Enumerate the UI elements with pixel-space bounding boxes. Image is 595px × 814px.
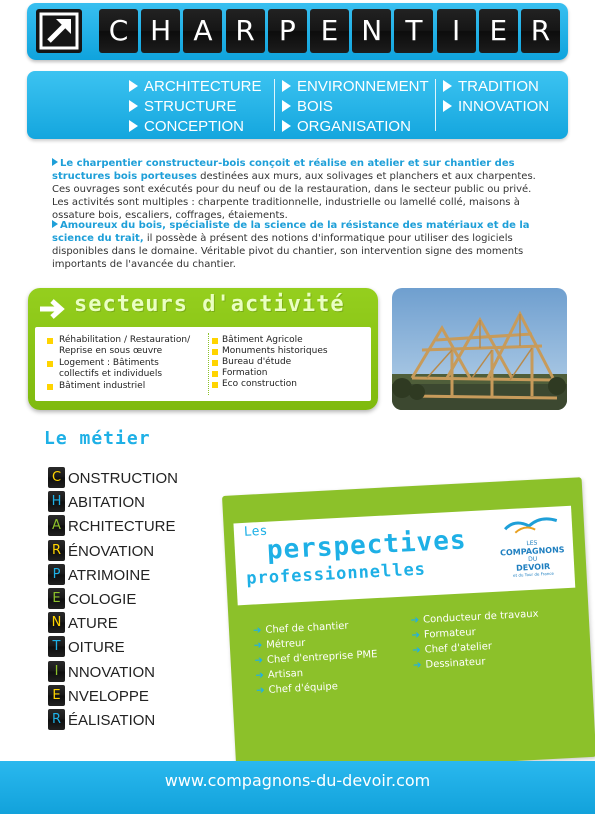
acrostic-word: ATRIMOINE — [68, 566, 151, 584]
intro-paragraph-1 — [52, 157, 542, 222]
perspectives-les: Les — [243, 523, 268, 540]
logo-les: LES — [526, 539, 538, 548]
nav-item-innovation[interactable]: INNOVATION — [441, 97, 549, 117]
nav-item-organisation[interactable]: ORGANISATION — [280, 117, 429, 137]
nav-divider — [274, 79, 275, 131]
perspective-item: ➔ Chef de chantier — [252, 620, 349, 637]
secteur-item: Eco construction — [222, 379, 297, 389]
title-letter-tile: H — [141, 9, 180, 53]
title-letter-tile: A — [183, 9, 222, 53]
acrostic-word: ATURE — [68, 615, 118, 633]
perspective-item: ➔ Chef d'atelier — [412, 641, 493, 657]
acrostic-word: ÉNOVATION — [68, 542, 155, 560]
arrow-right-icon: ➔ — [254, 655, 264, 667]
arrow-right-icon: ➔ — [255, 670, 265, 682]
secteurs-list — [35, 327, 371, 401]
perspective-item: ➔ Dessinateur — [412, 656, 486, 672]
title-letter-tile: R — [226, 9, 265, 53]
acrostic-letter: R — [48, 540, 65, 561]
arrow-right-icon: ➔ — [253, 640, 263, 652]
acrostic-letter: C — [48, 467, 65, 488]
title-letter-tile: N — [352, 9, 391, 53]
title-letter-tile: E — [310, 9, 349, 53]
logo-name-2: DEVOIR — [515, 561, 551, 573]
perspectives-card — [222, 477, 595, 775]
bullet-square-icon — [47, 384, 53, 390]
title-letter-tile: C — [99, 9, 138, 53]
bullet-square-icon — [212, 349, 218, 355]
arrow-right-icon: ➔ — [252, 625, 262, 637]
secteur-item: Réhabilitation / Restauration/ Reprise en sous œuvre — [59, 335, 191, 356]
perspective-item: ➔ Chef d'entreprise PME — [254, 649, 378, 667]
logo-du: DU — [528, 555, 538, 564]
nav-item-environnement[interactable]: ENVIRONNEMENT — [280, 77, 429, 97]
arrow-up-right-icon — [36, 9, 82, 53]
acrostic-word: NNOVATION — [68, 663, 155, 681]
title-letter-tile: E — [479, 9, 518, 53]
acrostic-letter: E — [48, 685, 65, 706]
triangle-icon — [129, 120, 138, 132]
perspectives-subtitle: professionnelles — [245, 559, 427, 589]
secteur-item: Formation — [222, 368, 268, 378]
title-letter-tile: I — [437, 9, 476, 53]
logo-tagline: et du Tour de France — [512, 570, 555, 578]
nav-item-structure[interactable]: STRUCTURE — [127, 97, 262, 117]
nav-item-bois[interactable]: BOIS — [280, 97, 429, 117]
compagnons-logo — [495, 512, 569, 586]
acrostic-letter: A — [48, 515, 65, 536]
bullet-square-icon — [47, 361, 53, 367]
acrostic-letter: N — [48, 612, 65, 633]
perspective-item: ➔ Artisan — [255, 668, 304, 682]
nav-item-conception[interactable]: CONCEPTION — [127, 117, 262, 137]
timber-frame-photo — [392, 288, 567, 410]
arrow-right-icon: ➔ — [410, 614, 420, 627]
title-letter-tile: P — [268, 9, 307, 53]
acrostic-word: ABITATION — [68, 494, 145, 512]
acrostic-word: NVELOPPE — [68, 687, 149, 705]
bullet-square-icon — [212, 371, 218, 377]
bullet-icon — [52, 158, 58, 166]
nav-column-1 — [127, 77, 262, 137]
bullet-icon — [52, 220, 58, 228]
secteurs-divider — [208, 333, 209, 395]
secteur-item: Monuments historiques — [222, 346, 328, 356]
acrostic-word: RCHITECTURE — [68, 518, 176, 536]
bullet-square-icon — [212, 382, 218, 388]
intro-text-2: il possède à présent des notions d'informatique pour utiliser des logiciels disponibles dans le domaine. Véritable pivot du chantier, son intervention signe des moments importants de l'avancée du chantier. — [52, 233, 524, 270]
nav-panel — [27, 71, 568, 139]
acrostic-letter: P — [48, 564, 65, 585]
triangle-icon — [282, 100, 291, 112]
secteur-item: Bureau d'étude — [222, 357, 292, 367]
birds-icon — [500, 512, 561, 537]
arrow-right-icon: ➔ — [411, 629, 421, 642]
bullet-square-icon — [47, 338, 53, 344]
nav-divider — [435, 79, 436, 131]
intro-paragraph-2 — [52, 219, 542, 271]
nav-item-architecture[interactable]: ARCHITECTURE — [127, 77, 262, 97]
bullet-square-icon — [212, 360, 218, 366]
bullet-square-icon — [212, 338, 218, 344]
perspective-item: ➔ Métreur — [253, 637, 306, 652]
title-letter-tile: T — [394, 9, 433, 53]
intro-lead-2: Amoureux du bois, spécialiste de la science de la résistance des matériaux et de la science du trait, — [52, 220, 530, 244]
triangle-icon — [282, 120, 291, 132]
secteur-item: Bâtiment industriel — [59, 381, 146, 391]
triangle-icon — [129, 80, 138, 92]
triangle-icon — [282, 80, 291, 92]
arrow-right-icon — [38, 298, 68, 324]
secteur-item: Bâtiment Agricole — [222, 335, 303, 345]
footer-link[interactable]: www.compagnons-du-devoir.com — [164, 771, 431, 790]
perspectives-title: perspectives — [266, 525, 468, 566]
acrostic-word: COLOGIE — [68, 591, 137, 608]
perspective-item: ➔ Formateur — [411, 626, 477, 642]
perspective-item: ➔ Chef d'équipe — [255, 681, 339, 697]
acrostic-letter: I — [48, 661, 65, 682]
triangle-icon — [443, 80, 452, 92]
secteurs-title: secteurs d'activité — [74, 292, 345, 317]
secteur-item: Logement : Bâtiments collectifs et individuels — [59, 358, 163, 379]
nav-column-3 — [441, 77, 549, 117]
title-letter-tile: R — [521, 9, 560, 53]
acrostic-letter: H — [48, 491, 65, 512]
arrow-right-icon: ➔ — [255, 685, 265, 697]
logo-name-1: COMPAGNONS — [499, 545, 565, 558]
acrostic-letter: E — [48, 588, 65, 609]
nav-item-tradition[interactable]: TRADITION — [441, 77, 549, 97]
acrostic-word: ÉALISATION — [68, 712, 156, 729]
acrostic-word: OITURE — [68, 639, 125, 657]
metier-title: Le métier — [44, 428, 151, 449]
intro-text-1: destinées aux murs, aux solivages et planchers et aux charpentes. Ces ouvrages sont exécutés pour du neuf ou de la restauration, dans le secteur public ou privé. Les activités sont multiples : charpente traditionnelle, industrielle ou lamellé collé, maisons à ossature bois, escaliers, coffrages, étaiements. — [52, 171, 536, 221]
triangle-icon — [443, 100, 452, 112]
perspective-item: ➔ Conducteur de travaux — [410, 608, 539, 627]
acrostic-word: ONSTRUCTION — [68, 470, 178, 487]
arrow-right-icon: ➔ — [412, 644, 422, 657]
arrow-right-icon: ➔ — [412, 659, 422, 672]
acrostic-letter: T — [48, 636, 65, 657]
nav-column-2 — [280, 77, 429, 137]
triangle-icon — [129, 100, 138, 112]
intro-lead-1: Le charpentier constructeur-bois conçoit et réalise en atelier et sur chantier des structures bois porteuses — [52, 158, 515, 182]
acrostic-letter: R — [48, 709, 65, 730]
